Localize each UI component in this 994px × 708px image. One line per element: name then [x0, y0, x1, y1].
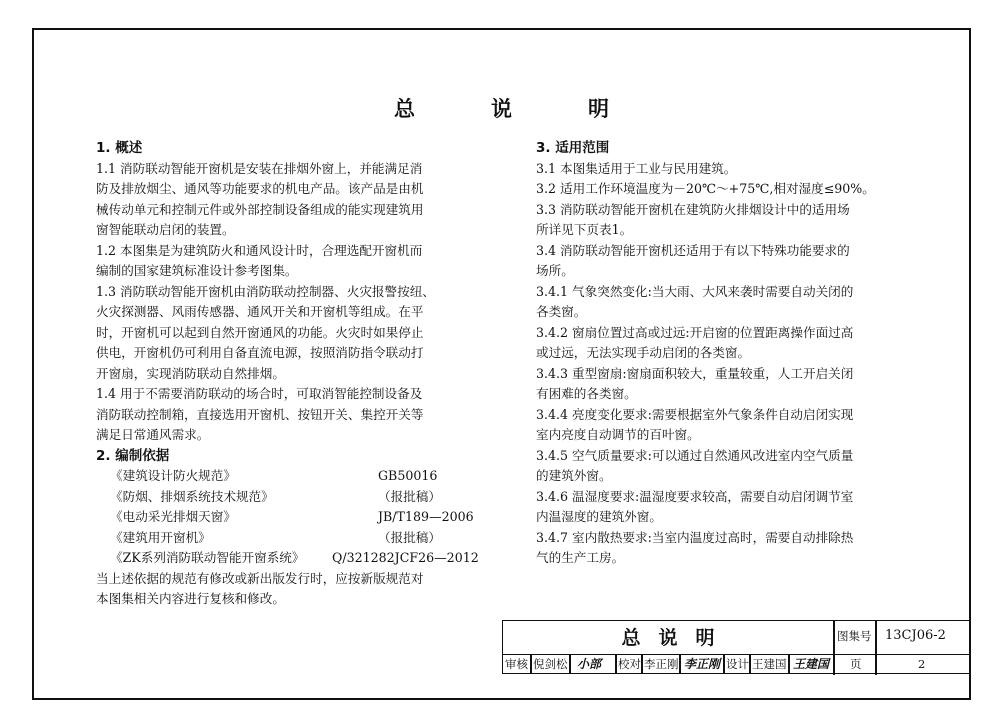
section-2-heading: 2. 编制依据 — [96, 447, 170, 464]
atlas-number: 13CJ06-2 — [885, 628, 946, 643]
text-line: 各类窗。 — [536, 304, 587, 319]
text-line: 供电，开窗机仍可利用自备直流电源，按照消防指令联动打 — [96, 345, 424, 360]
section-1-para-3 — [96, 282, 506, 385]
reference-name: 《ZK系列消防联动智能开窗系统》 — [110, 550, 305, 565]
text-line: 3.4.7 室内散热要求:当室内温度过高时，需要自动排除热 — [536, 529, 854, 545]
divider — [788, 655, 790, 673]
section-1-para-4 — [96, 384, 506, 446]
divider — [615, 655, 617, 673]
reference-name: 《电动采光排烟天窗》 — [110, 509, 236, 524]
right-column — [536, 138, 926, 569]
text-line: 3.4.5 空气质量要求:可以通过自然通风改进室内空气质量 — [536, 447, 854, 463]
reviewer-name: 倪剑松 — [533, 657, 568, 671]
text-line: 1.4 用于不需要消防联动的场合时，可取消智能控制设备及 — [96, 386, 423, 401]
check-label: 校对 — [618, 657, 641, 671]
text-line: 有困难的各类窗。 — [536, 386, 637, 401]
section-3-body — [536, 159, 926, 569]
text-line: 本图集相关内容进行复核和修改。 — [96, 591, 285, 606]
section-2-note — [96, 569, 506, 610]
designer-name: 王建国 — [752, 657, 787, 671]
title-block-signature-row — [502, 654, 971, 674]
page-number: 2 — [918, 657, 926, 671]
text-line: 或过远，无法实现手动启闭的各类窗。 — [536, 345, 751, 360]
drawing-sheet — [32, 28, 971, 700]
text-line: 火灾探测器、风雨传感器、通风开关和开窗机等组成。在平 — [96, 304, 424, 319]
reference-code: （报批稿） — [378, 529, 441, 545]
text-line: 时，开窗机可以起到自然开窗通风的功能。火灾时如果停止 — [96, 324, 424, 340]
text-line: 3.2 适用工作环境温度为－20℃～+75℃,相对湿度≤90%。 — [536, 181, 875, 196]
page-title — [34, 93, 969, 123]
section-3-heading: 3. 适用范围 — [536, 140, 610, 156]
text-line: 3.4.4 亮度变化要求:需要根据室外气象条件自动启闭实现 — [536, 406, 854, 422]
checker-signature: 李正刚 — [684, 657, 721, 671]
text-line: 气的生产工房。 — [536, 550, 625, 565]
title-char: 说 — [491, 97, 512, 121]
left-column — [96, 138, 506, 610]
reference-item — [96, 548, 506, 569]
review-label: 审核 — [505, 657, 528, 671]
divider — [749, 655, 751, 673]
reference-item — [96, 528, 506, 549]
text-line: 1.1 消防联动智能开窗机是安装在排烟外窗上，并能满足消 — [96, 160, 423, 176]
text-line: 场所。 — [536, 263, 574, 278]
reviewer-signature: 小部 — [577, 657, 602, 671]
divider — [641, 655, 643, 673]
title-block-title — [503, 621, 833, 655]
text-line: 3.4.2 窗扇位置过高或过远:开启窗的位置距离操作面过高 — [536, 324, 854, 340]
page-label: 页 — [850, 657, 862, 671]
title-char: 总 — [394, 97, 415, 121]
reference-code: （报批稿） — [378, 488, 441, 504]
text-line: 3.4.6 温湿度要求:温湿度要求较高，需要自动启闭调节室 — [536, 488, 854, 504]
text-line: 3.4.1 气象突然变化:当大雨、大风来袭时需要自动关闭的 — [536, 283, 854, 299]
reference-name: 《防烟、排烟系统技术规范》 — [110, 488, 274, 504]
text-line: 窗智能联动启闭的装置。 — [96, 222, 235, 237]
reference-code: Q/321282JCF26—2012 — [332, 550, 479, 565]
reference-item — [96, 466, 506, 487]
text-line: 3.3 消防联动智能开窗机在建筑防火排烟设计中的适用场 — [536, 201, 850, 217]
text-line: 开窗扇，实现消防联动自然排烟。 — [96, 365, 285, 381]
text-line: 当上述依据的规范有修改或新出版发行时，应按新版规范对 — [96, 570, 424, 586]
title-char: 说 — [658, 627, 678, 649]
reference-name: 《建筑设计防火规范》 — [110, 468, 236, 483]
title-block-top-row — [502, 620, 971, 654]
divider — [679, 655, 681, 673]
reference-item — [96, 507, 506, 528]
text-line: 械传动单元和控制元件或外部控制设备组成的能实现建筑用 — [96, 201, 424, 217]
text-line: 1.3 消防联动智能开窗机由消防联动控制器、火灾报警按纽、 — [96, 283, 435, 299]
section-1-heading: 1. 概述 — [96, 140, 143, 156]
reference-code: JB/T189—2006 — [378, 509, 474, 524]
reference-item — [96, 487, 506, 508]
design-label: 设计 — [726, 657, 749, 671]
title-block — [502, 620, 971, 700]
text-line: 消防联动控制箱，直接选用开窗机、按钮开关、集控开关等 — [96, 406, 424, 422]
title-char: 明 — [695, 627, 715, 649]
divider — [569, 655, 571, 673]
text-line: 内温湿度的建筑外窗。 — [536, 509, 662, 524]
checker-name: 李正刚 — [644, 657, 679, 671]
section-1-para-2 — [96, 241, 506, 282]
designer-signature: 王建国 — [793, 657, 830, 671]
text-line: 室内亮度自动调节的百叶窗。 — [536, 427, 700, 442]
reference-code: GB50016 — [378, 468, 438, 483]
title-char: 明 — [588, 97, 609, 121]
divider — [723, 655, 725, 673]
title-char: 总 — [621, 627, 641, 649]
text-line: 3.4 消防联动智能开窗机还适用于有以下特殊功能要求的 — [536, 242, 850, 258]
section-1-para-1 — [96, 159, 506, 241]
divider — [530, 655, 532, 673]
text-line: 编制的国家建筑标准设计参考图集。 — [96, 263, 298, 278]
text-line: 防及排放烟尘、通风等功能要求的机电产品。该产品是由机 — [96, 181, 424, 196]
text-line: 3.1 本图集适用于工业与民用建筑。 — [536, 160, 737, 176]
atlas-label: 图集号 — [837, 629, 872, 643]
text-line: 满足日常通风需求。 — [96, 427, 210, 442]
text-line: 的建筑外窗。 — [536, 468, 612, 483]
reference-list — [96, 466, 506, 569]
text-line: 1.2 本图集是为建筑防火和通风设计时，合理选配开窗机而 — [96, 242, 423, 258]
text-line: 所详见下页表1。 — [536, 222, 633, 237]
reference-name: 《建筑用开窗机》 — [110, 529, 211, 545]
text-line: 3.4.3 重型窗扇:窗扇面积较大，重量较重，人工开启关闭 — [536, 365, 854, 381]
